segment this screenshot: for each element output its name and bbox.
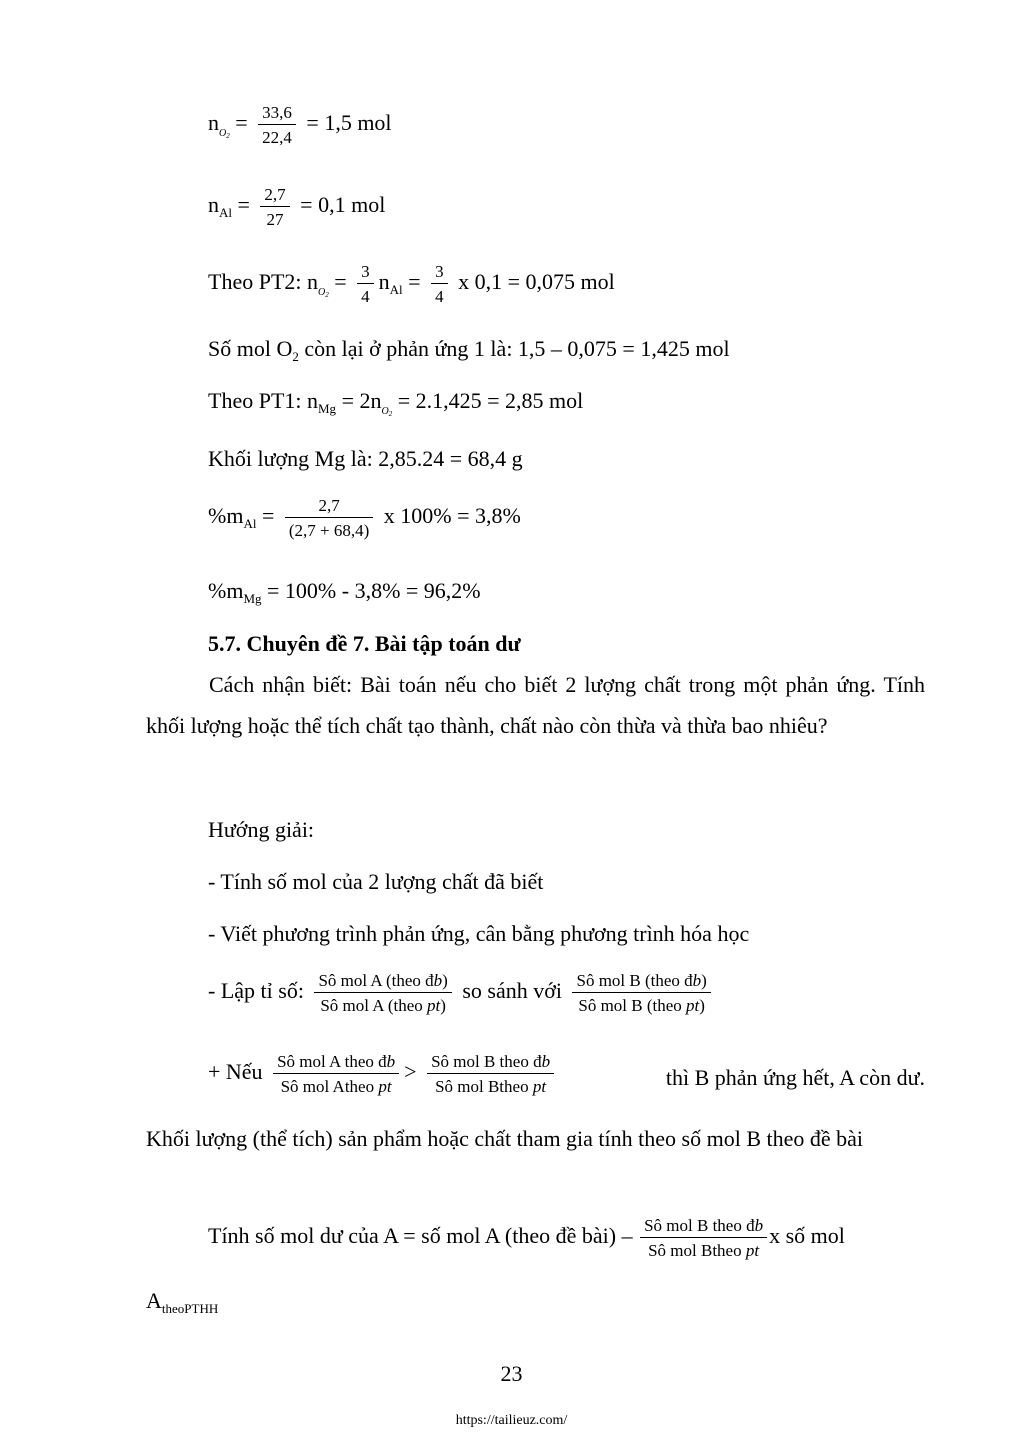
equation-n-al: $n_{Al}$ = $\frac{2,7}{27}$ = 0,1 mol	[208, 185, 386, 229]
fraction: $\frac{2,7}{(2,7 + 68,4)}$	[285, 497, 373, 539]
excess-formula: Tính số mol dư của A = số mol A (theo đề bài) – $\frac{\text{Sô mol B theo đb}}{\text{Sô mol Btheo pt}}$ x số mol	[208, 1216, 845, 1260]
guide-step-2: - Viết phương trình phản ứng, cân bằng phương trình hóa học	[208, 921, 750, 946]
fraction-ratio-a: $\frac{\text{Sô mol A (theo đb)}}{\text{Sô mol A (theo pt)}}$	[314, 972, 451, 1014]
page-number: 23	[500, 1361, 523, 1386]
equation-theo-pt2: Theo PT2: $n_{O_2}$ = $\frac{3}{4}$ $n_{Al}$ = $\frac{3}{4}$ x 0,1 = 0,075 mol	[208, 262, 615, 306]
equation-percent-mg: $\%m_{Mg} = 100\% - 3,8\% = 96,2\%$	[208, 578, 481, 606]
fraction: $\frac{33,6}{22,4}$	[258, 104, 296, 146]
section-heading: 5.7. Chuyên đề 7. Bài tập toán dư	[208, 631, 521, 656]
text-remaining-o2: Số mol $O_2$ còn lại ở phản ứng 1 là: 1,5 – 0,075 = 1,425 mol	[208, 336, 730, 364]
equation-percent-al: $\%m_{Al}$ = $\frac{2,7}{(2,7 + 68,4)}$ x 100% = 3,8%	[208, 496, 521, 540]
intro-paragraph: Cách nhận biết: Bài toán nếu cho biết 2 lượng chất trong một phản ứng. Tính khối lượng hoặc thể tích chất tạo thành, chất nào còn thừa và thừa bao nhiêu?	[146, 672, 925, 738]
subscript-o2: O2	[219, 128, 230, 141]
footer-url[interactable]: https://tailieuz.com/	[455, 1413, 568, 1428]
equation-n-o2-total: $n_{O_2}$ = $\frac{33,6}{22,4}$ = 1,5 mol	[208, 103, 392, 147]
fraction-ratio-b: $\frac{\text{Sô mol B (theo đb)}}{\text{Sô mol B (theo pt)}}$	[572, 972, 710, 1014]
fraction-case-a: $\frac{\text{Sô mol A theo đb}}{\text{Sô mol Atheo pt}}$	[273, 1053, 399, 1095]
case-continuation: Khối lượng (thể tích) sản phẩm hoặc chất tham gia tính theo số mol B theo đề bài	[146, 1126, 864, 1151]
guide-title: Hướng giải:	[208, 817, 315, 842]
fraction: $\frac{2,7}{27}$	[260, 186, 289, 228]
text-mass-mg: Khối lượng Mg là: 2,85.24 = 68,4 g	[208, 446, 523, 471]
guide-step-1: - Tính số mol của 2 lượng chất đã biết	[208, 869, 544, 894]
fraction: $\frac{3}{4}$	[357, 263, 374, 305]
equation-theo-pt1: Theo PT1: $n_{Mg} = 2n_{O_2} = 2.1,425 = 2,85$ mol	[208, 388, 584, 418]
fraction-excess: $\frac{\text{Sô mol B theo đb}}{\text{Sô mol Btheo pt}}$	[640, 1217, 767, 1259]
excess-tail: $A_{theoPTHH}$	[146, 1288, 219, 1316]
guide-step-3-ratio: - Lập tỉ số: $\frac{\text{Sô mol A (theo đb)}}{\text{Sô mol A (theo pt)}}$ so sánh với $\frac{\text{Sô mol B (theo đb)}}{\text{Sô mol B (theo pt)}}$	[208, 972, 716, 1014]
case-line: + Nếu $\frac{\text{Sô mol A theo đb}}{\text{Sô mol Atheo pt}}$ > $\frac{\text{Sô mol B theo đb}}{\text{Sô mol Btheo pt}}$ thì B phản ứng hết, A còn dư.	[208, 1052, 925, 1096]
fraction-case-b: $\frac{\text{Sô mol B theo đb}}{\text{Sô mol Btheo pt}}$	[427, 1053, 554, 1095]
fraction: $\frac{3}{4}$	[431, 263, 448, 305]
